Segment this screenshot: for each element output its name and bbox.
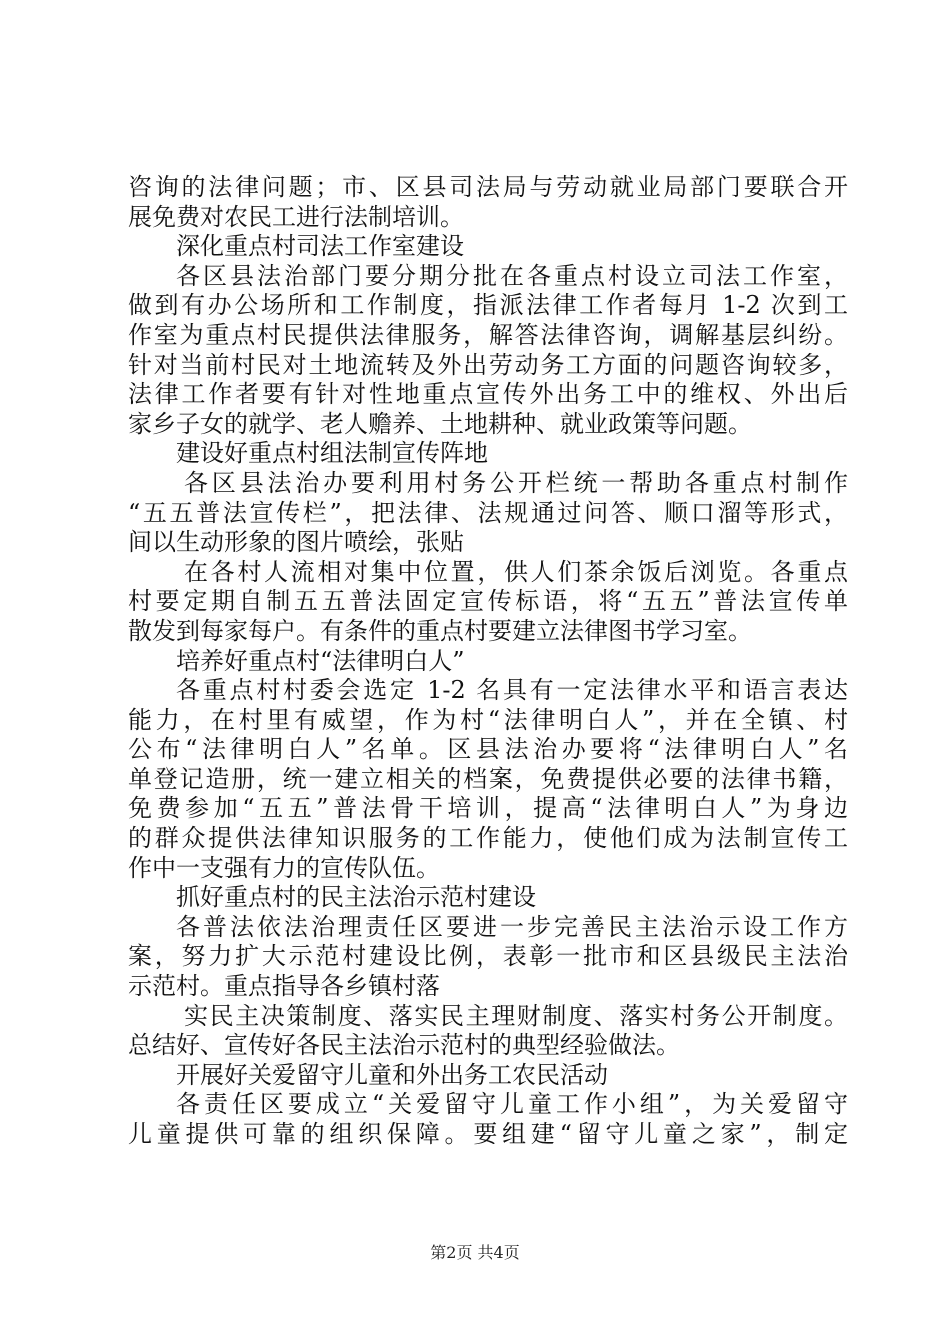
body-line: 各重点村村委会选定 1-2 名具有一定法律水平和语言表达	[176, 676, 848, 705]
body-line: 咨询的法律问题；市、区县司法局与劳动就业局部门要联合开	[128, 173, 848, 201]
body-line: 实民主决策制度、落实民主理财制度、落实村务公开制度。	[184, 1001, 848, 1030]
section-heading: 抓好重点村的民主法治示范村建设	[176, 883, 536, 912]
body-line: 作室为重点村民提供法律服务，解答法律咨询，调解基层纠纷。	[128, 320, 848, 349]
body-line: 在各村人流相对集中位置，供人们茶余饭后浏览。各重点	[184, 557, 848, 586]
page-number: 第2页 共4页	[430, 1243, 520, 1262]
body-line: 各区县法治部门要分期分批在各重点村设立司法工作室，	[176, 261, 848, 290]
body-line: 儿童提供可靠的组织保障。要组建“留守儿童之家”，制定	[128, 1120, 848, 1148]
body-line: 单登记造册，统一建立相关的档案，免费提供必要的法律书籍，	[128, 764, 848, 793]
body-line: “五五普法宣传栏”，把法律、法规通过问答、顺口溜等形式，	[128, 498, 848, 527]
body-line: 总结好、宣传好各民主法治示范村的典型经验做法。	[128, 1031, 680, 1060]
body-line: 各责任区要成立“关爱留守儿童工作小组”，为关爱留守	[176, 1090, 848, 1119]
body-line: 村要定期自制五五普法固定宣传标语，将“五五”普法宣传单	[128, 587, 848, 616]
body-line: 各区县法治办要利用村务公开栏统一帮助各重点村制作	[184, 468, 848, 497]
body-line: 案，努力扩大示范村建设比例，表彰一批市和区县级民主法治	[128, 942, 848, 971]
body-line: 散发到每家每户。有条件的重点村要建立法律图书学习室。	[128, 616, 752, 645]
body-line: 做到有办公场所和工作制度，指派法律工作者每月 1-2 次到工	[128, 291, 848, 320]
body-line: 作中一支强有力的宣传队伍。	[128, 853, 440, 882]
body-line: 展免费对农民工进行法制培训。	[128, 202, 464, 231]
body-line: 间以生动形象的图片喷绘，张贴	[128, 528, 464, 557]
body-line: 能力，在村里有威望，作为村“法律明白人”，并在全镇、村	[128, 705, 848, 734]
section-heading: 建设好重点村组法制宣传阵地	[176, 439, 488, 468]
body-line: 示范村。重点指导各乡镇村落	[128, 972, 440, 1001]
body-line: 家乡子女的就学、老人赡养、土地耕种、就业政策等问题。	[128, 409, 752, 438]
body-line: 法律工作者要有针对性地重点宣传外出务工中的维权、外出后	[128, 380, 848, 409]
body-line: 各普法依法治理责任区要进一步完善民主法治示设工作方	[176, 912, 848, 941]
body-line: 公布“法律明白人”名单。区县法治办要将“法律明白人”名	[128, 735, 848, 764]
document-body	[128, 173, 848, 1150]
section-heading: 深化重点村司法工作室建设	[176, 232, 464, 261]
body-line: 的群众提供法律知识服务的工作能力，使他们成为法制宣传工	[128, 824, 848, 853]
body-line: 针对当前村民对土地流转及外出劳动务工方面的问题咨询较多，	[128, 350, 848, 379]
section-heading: 培养好重点村“法律明白人”	[176, 646, 465, 675]
section-heading: 开展好关爱留守儿童和外出务工农民活动	[176, 1060, 608, 1089]
body-line: 免费参加“五五”普法骨干培训，提高“法律明白人”为身边	[128, 794, 848, 823]
